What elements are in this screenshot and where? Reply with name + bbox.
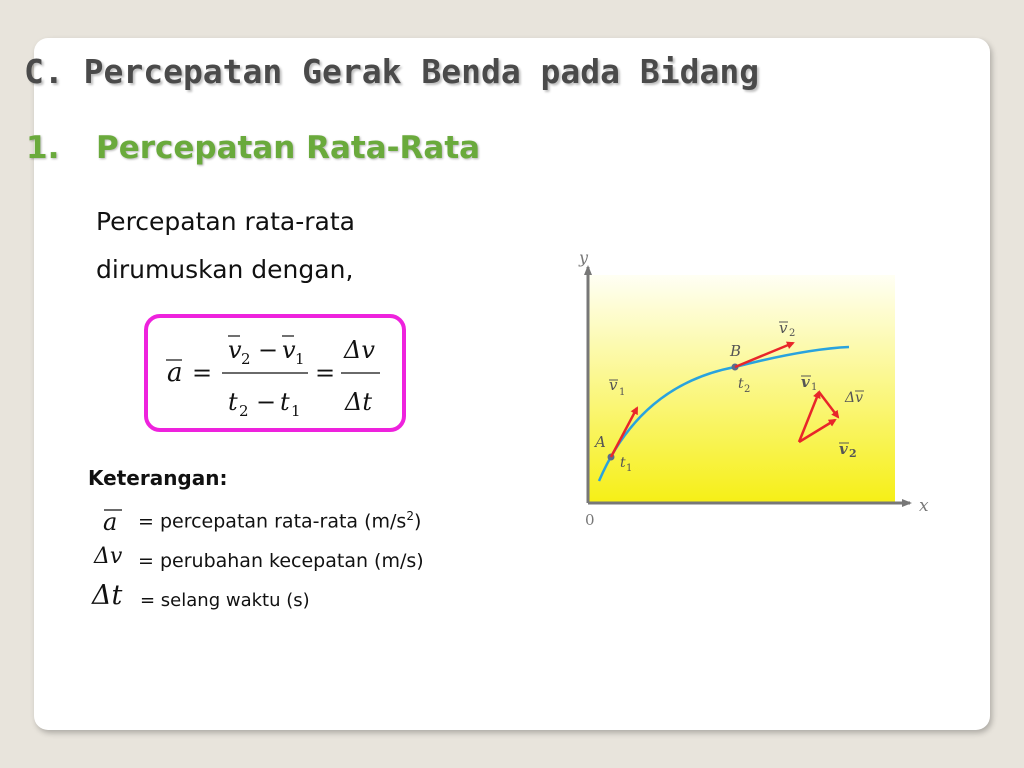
legend-symbol-dv: Δv <box>94 544 123 569</box>
legend-symbol-dt: Δt <box>92 580 123 611</box>
triangle-v1-label: v <box>801 373 810 391</box>
formula-equals-2: = <box>315 359 336 387</box>
formula-v2: v <box>228 336 242 364</box>
x-axis-label: x <box>919 496 929 516</box>
formula-t2-sub: 2 <box>239 402 249 420</box>
y-axis-label: y <box>579 248 589 267</box>
v2-label: v <box>779 319 788 337</box>
formula-delta-v: Δv <box>344 336 375 364</box>
origin-label: 0 <box>585 511 595 529</box>
formula-equals-1: = <box>192 359 213 387</box>
velocity-diagram <box>565 245 945 530</box>
legend-text-dv: = perubahan kecepatan (m/s) <box>138 550 424 572</box>
triangle-v2-sub: 2 <box>849 447 857 460</box>
v1-sub: 1 <box>619 387 626 398</box>
triangle-v1-sub: 1 <box>811 382 818 393</box>
t1-sub: 1 <box>626 463 633 474</box>
intro-line-2: dirumuskan dengan, <box>96 255 354 284</box>
triangle-dv-label: Δv <box>845 390 864 406</box>
formula-box <box>144 314 406 432</box>
triangle-v2-label: v <box>839 440 848 458</box>
legend-text-a-sup: 2 <box>406 509 414 523</box>
formula-minus-2: − <box>256 388 277 416</box>
legend-text-a-main: = percepatan rata-rata (m/s <box>138 510 407 533</box>
t1-label: t <box>620 455 626 471</box>
average-acceleration-formula <box>148 318 402 428</box>
legend-text-dt: = selang waktu (s) <box>140 590 310 611</box>
section-title: Percepatan Rata-Rata <box>96 130 481 166</box>
legend-symbol-a: a <box>103 508 118 536</box>
v1-label: v <box>609 376 618 394</box>
formula-t1: t <box>280 388 290 416</box>
formula-delta-t: Δt <box>345 388 372 416</box>
formula-v1: v <box>282 336 296 364</box>
legend-text-a <box>138 509 421 532</box>
formula-t2: t <box>228 388 238 416</box>
point-b-label: B <box>730 342 742 360</box>
t2-label: t <box>738 376 744 392</box>
formula-a: a <box>167 358 183 388</box>
formula-t1-sub: 1 <box>291 402 301 420</box>
legend-text-a-close: ) <box>413 510 422 533</box>
formula-v2-sub: 2 <box>241 350 251 368</box>
intro-line-1: Percepatan rata-rata <box>96 207 355 236</box>
legend-title: Keterangan: <box>88 466 228 490</box>
slide-title: C. Percepatan Gerak Benda pada Bidang <box>24 52 760 91</box>
point-a-label: A <box>595 433 606 451</box>
formula-v1-sub: 1 <box>295 350 305 368</box>
t2-sub: 2 <box>744 384 751 395</box>
section-heading <box>26 130 480 166</box>
v2-sub: 2 <box>789 328 796 339</box>
section-number: 1. <box>26 130 60 166</box>
intro-text <box>96 198 355 294</box>
formula-minus-1: − <box>258 336 279 364</box>
